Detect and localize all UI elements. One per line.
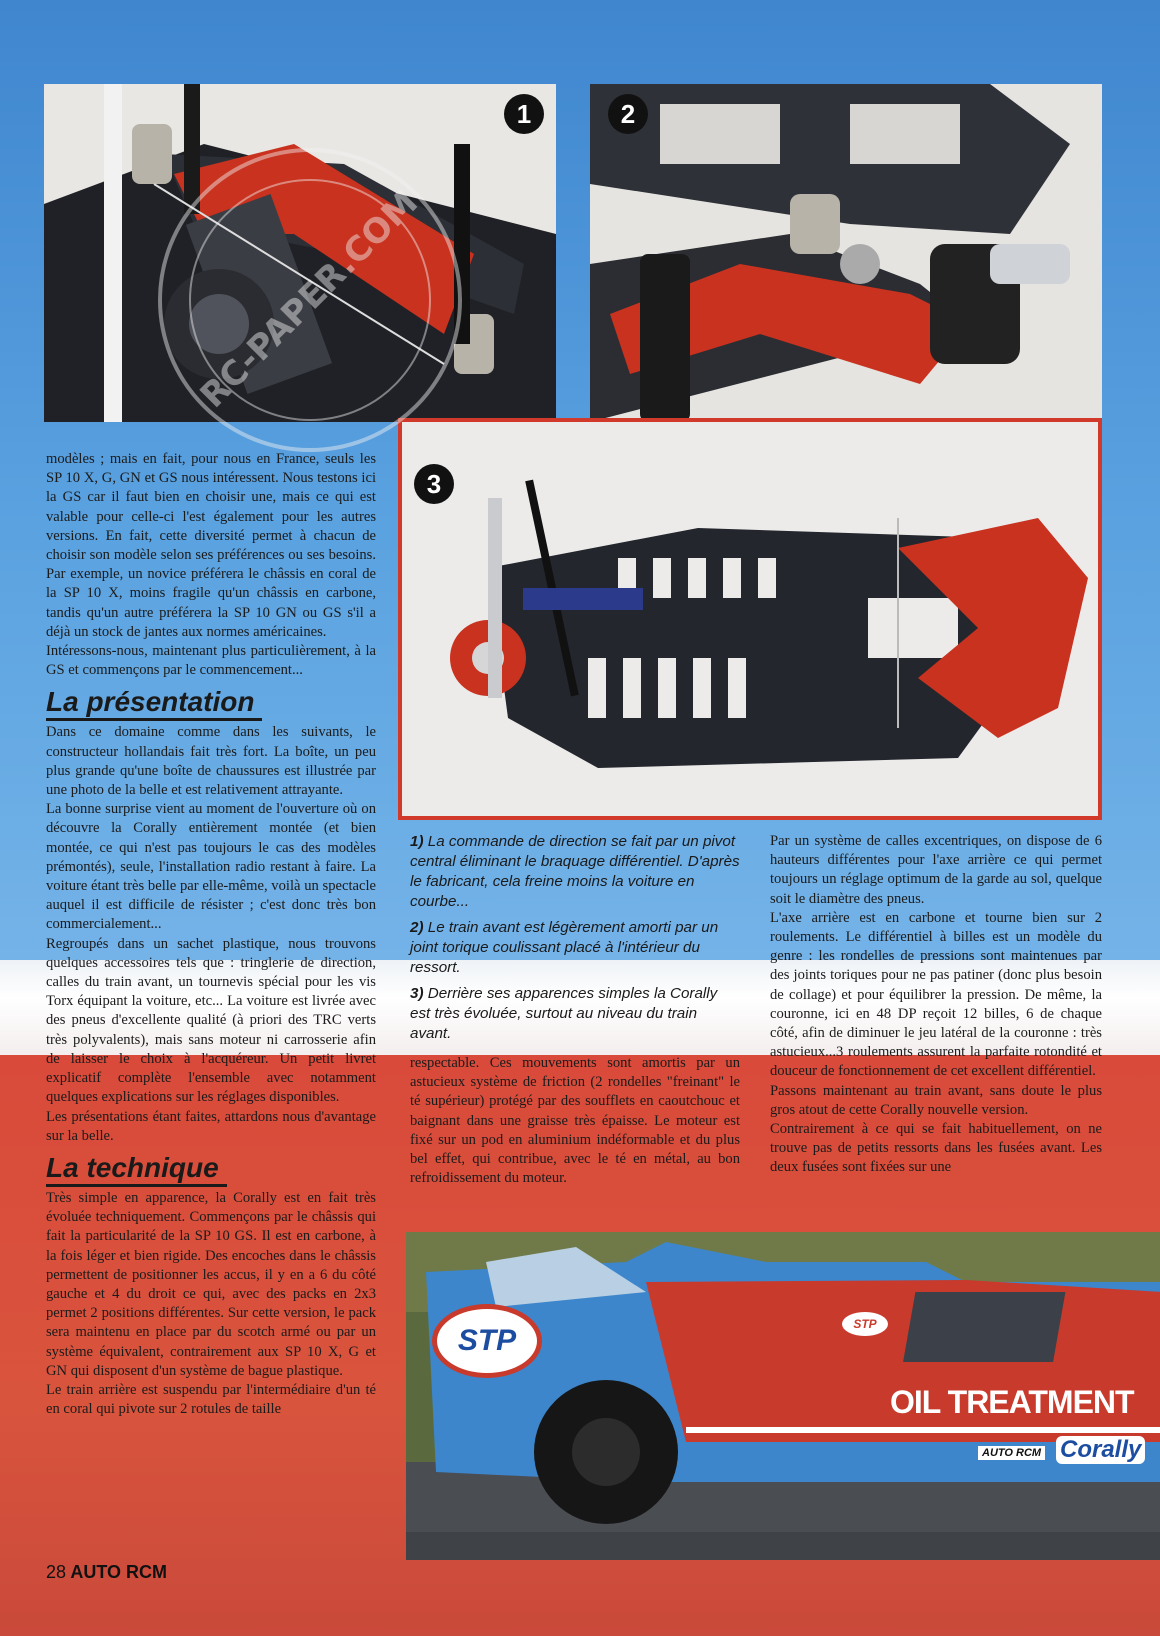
page-footer xyxy=(46,1562,167,1583)
technique-paragraph: Le train arrière est suspendu par l'intermédiaire d'un té en coral qui pivote sur 2 rotules de taille xyxy=(46,1381,376,1418)
photo-2 xyxy=(590,84,1102,422)
stp-logo-large: STP xyxy=(432,1304,542,1378)
photo-3 xyxy=(398,418,1102,820)
presentation-paragraph: Les présentations étant faites, attardons nous d'avantage sur la belle. xyxy=(46,1108,376,1144)
corally-lettering: Corally xyxy=(1056,1436,1145,1464)
photo-2-number-badge: 2 xyxy=(608,94,648,134)
photo-captions xyxy=(410,832,740,1050)
intro-paragraph: modèles ; mais en fait, pour nous en France, seuls les SP 10 X, G, GN et GS nous intéressent. Nous testons ici la GS car il faut bien en choisir une, mais ce qui est valable pour celle-ci l'est également pour les autres versions. En fait, cette diversité permet à chacun de choisir son modèle selon ses préférences ou ses besoins. Par exemple, un novice préférera le châssis en coral de la SP 10 X, moins fragile qu'un châssis en carbone, tandis qu'un autre préférera la SP 10 GN ou GS s'il a déjà un stock de jantes aux normes américaines. xyxy=(46,451,376,640)
heading-technique: La technique xyxy=(46,1152,227,1187)
photo-3-illustration xyxy=(398,418,1102,820)
presentation-paragraph: Dans ce domaine comme dans les suivants, le constructeur hollandais fait très fort. La boîte, un peu plus grande qu'une boîte de chaussures est illustrée par une photo de la belle et est relativement attrayante. xyxy=(46,724,376,799)
presentation-paragraph: La bonne surprise vient au moment de l'ouverture où on découvre la Corally entièrement montée (et bien montée, ce qui n'est pas toujours le cas des modèles prémontés), seule, l'installation radio restant à faire. La voiture étant très belle par elle-même, voilà un spectacle auquel il est difficile de résister ; c'est donc très bon commercialement... xyxy=(46,801,376,933)
middle-paragraph: respectable. Ces mouvements sont amortis par un astucieux système de friction (2 rondelles "freinant" le té supérieur) protégé par des soufflets en caoutchouc et baignant dans une graisse très épaisse. Le moteur est fixé sur un pod en aluminium indéformable et du plus bel effet, qui contribue, avec le té en métal, au bon refroidissement du moteur. xyxy=(410,1055,740,1187)
caption-1: 1) La commande de direction se fait par un pivot central éliminant le braquage différentiel. D'après le fabricant, cela freine moins la voiture en courbe... xyxy=(410,833,740,910)
right-paragraph: Passons maintenant au train avant, sans doute le plus gros atout de cette Corally nouvelle version. xyxy=(770,1082,1102,1118)
oil-treatment-lettering: OIL TREATMENT xyxy=(890,1384,1134,1420)
photo-1-number-badge: 1 xyxy=(504,94,544,134)
right-paragraph: Contrairement à ce qui se fait habituellement, on ne trouve pas de petits ressorts dans les fusées avant. Les deux fusées sont fixées sur une xyxy=(770,1121,1102,1176)
intro-paragraph: Intéressons-nous, maintenant plus particulièrement, à la GS et commençons par le commencement... xyxy=(46,643,376,679)
heading-presentation: La présentation xyxy=(46,686,262,721)
auto-rcm-sticker: AUTO RCM xyxy=(978,1446,1045,1460)
caption-2: 2) Le train avant est légèrement amorti par un joint torique coulissant placé à l'intérieur du ressort. xyxy=(410,919,719,976)
right-paragraph: L'axe arrière est en carbone et tourne bien sur 2 roulements. Le différentiel à billes est un modèle du genre : les rondelles de pressions sont maintenues par des joints toriques pour ne pas patiner (donc plus besoin de collage) et pour équilibrer la pression. De même, la couronne, ici en 48 DP reçoit 12 billes, 6 de chaque côté, afin de diminuer le jeu latéral de la couronne : très astucieux...3 roulements assurent la parfaite rotondité et douceur de fonctionnement de cet excellent différentiel. xyxy=(770,909,1102,1080)
stp-logo-small: STP xyxy=(842,1312,888,1336)
right-paragraph: Par un système de calles excentriques, on dispose de 6 hauteurs différentes pour l'axe arrière ce qui permet toujours un réglage optimum de la garde au sol, quelque soit le diamètre des pneus. xyxy=(770,833,1102,907)
right-column xyxy=(770,832,1102,1178)
caption-3: 3) Derrière ses apparences simples la Corally est très évoluée, surtout au niveau du train avant. xyxy=(410,985,718,1042)
watermark-text: RC-PAPER.COM xyxy=(192,182,426,416)
technique-paragraph: Très simple en apparence, la Corally est en fait très évoluée techniquement. Commençons par le châssis qui fait la particularité de la SP 10 GS. Il est en carbone, à la fois léger et bien rigide. Des encoches dans le châssis permettent de positionner les accus, il y en a 6 du côté gauche et 4 du droit ce qui, avec des packs en 2x3 permet 2 positions différentes. Sur cette version, le pack sera maintenu en place par du scotch armé ou par un système équivalent, contrairement aux SP 10 X, G et GN qui disposent d'un système de bague plastique. xyxy=(46,1189,376,1379)
watermark-stamp xyxy=(150,140,470,460)
left-column-intro xyxy=(46,450,376,1419)
car-photo xyxy=(406,1232,1160,1560)
photo-2-illustration xyxy=(590,84,1102,422)
page-number: 28 xyxy=(46,1562,67,1582)
middle-column xyxy=(410,1054,740,1188)
photo-3-number-badge: 3 xyxy=(414,464,454,504)
magazine-name: AUTO RCM xyxy=(70,1562,168,1582)
presentation-paragraph: Regroupés dans un sachet plastique, nous trouvons quelques accessoires tels que : tringlerie de direction, calles du train avant, un tournevis spécial pour les vis Torx équipant la voiture, etc... La voiture est livrée avec des pneus d'excellente qualité (à priori des TRC verts très polyvalents), mais sans moteur ni carrosserie afin de laisser le choix à l'acquéreur. Un petit livret explicatif complète l'ensemble avec notamment quelques explications sur les réglages disponibles. xyxy=(46,935,376,1106)
